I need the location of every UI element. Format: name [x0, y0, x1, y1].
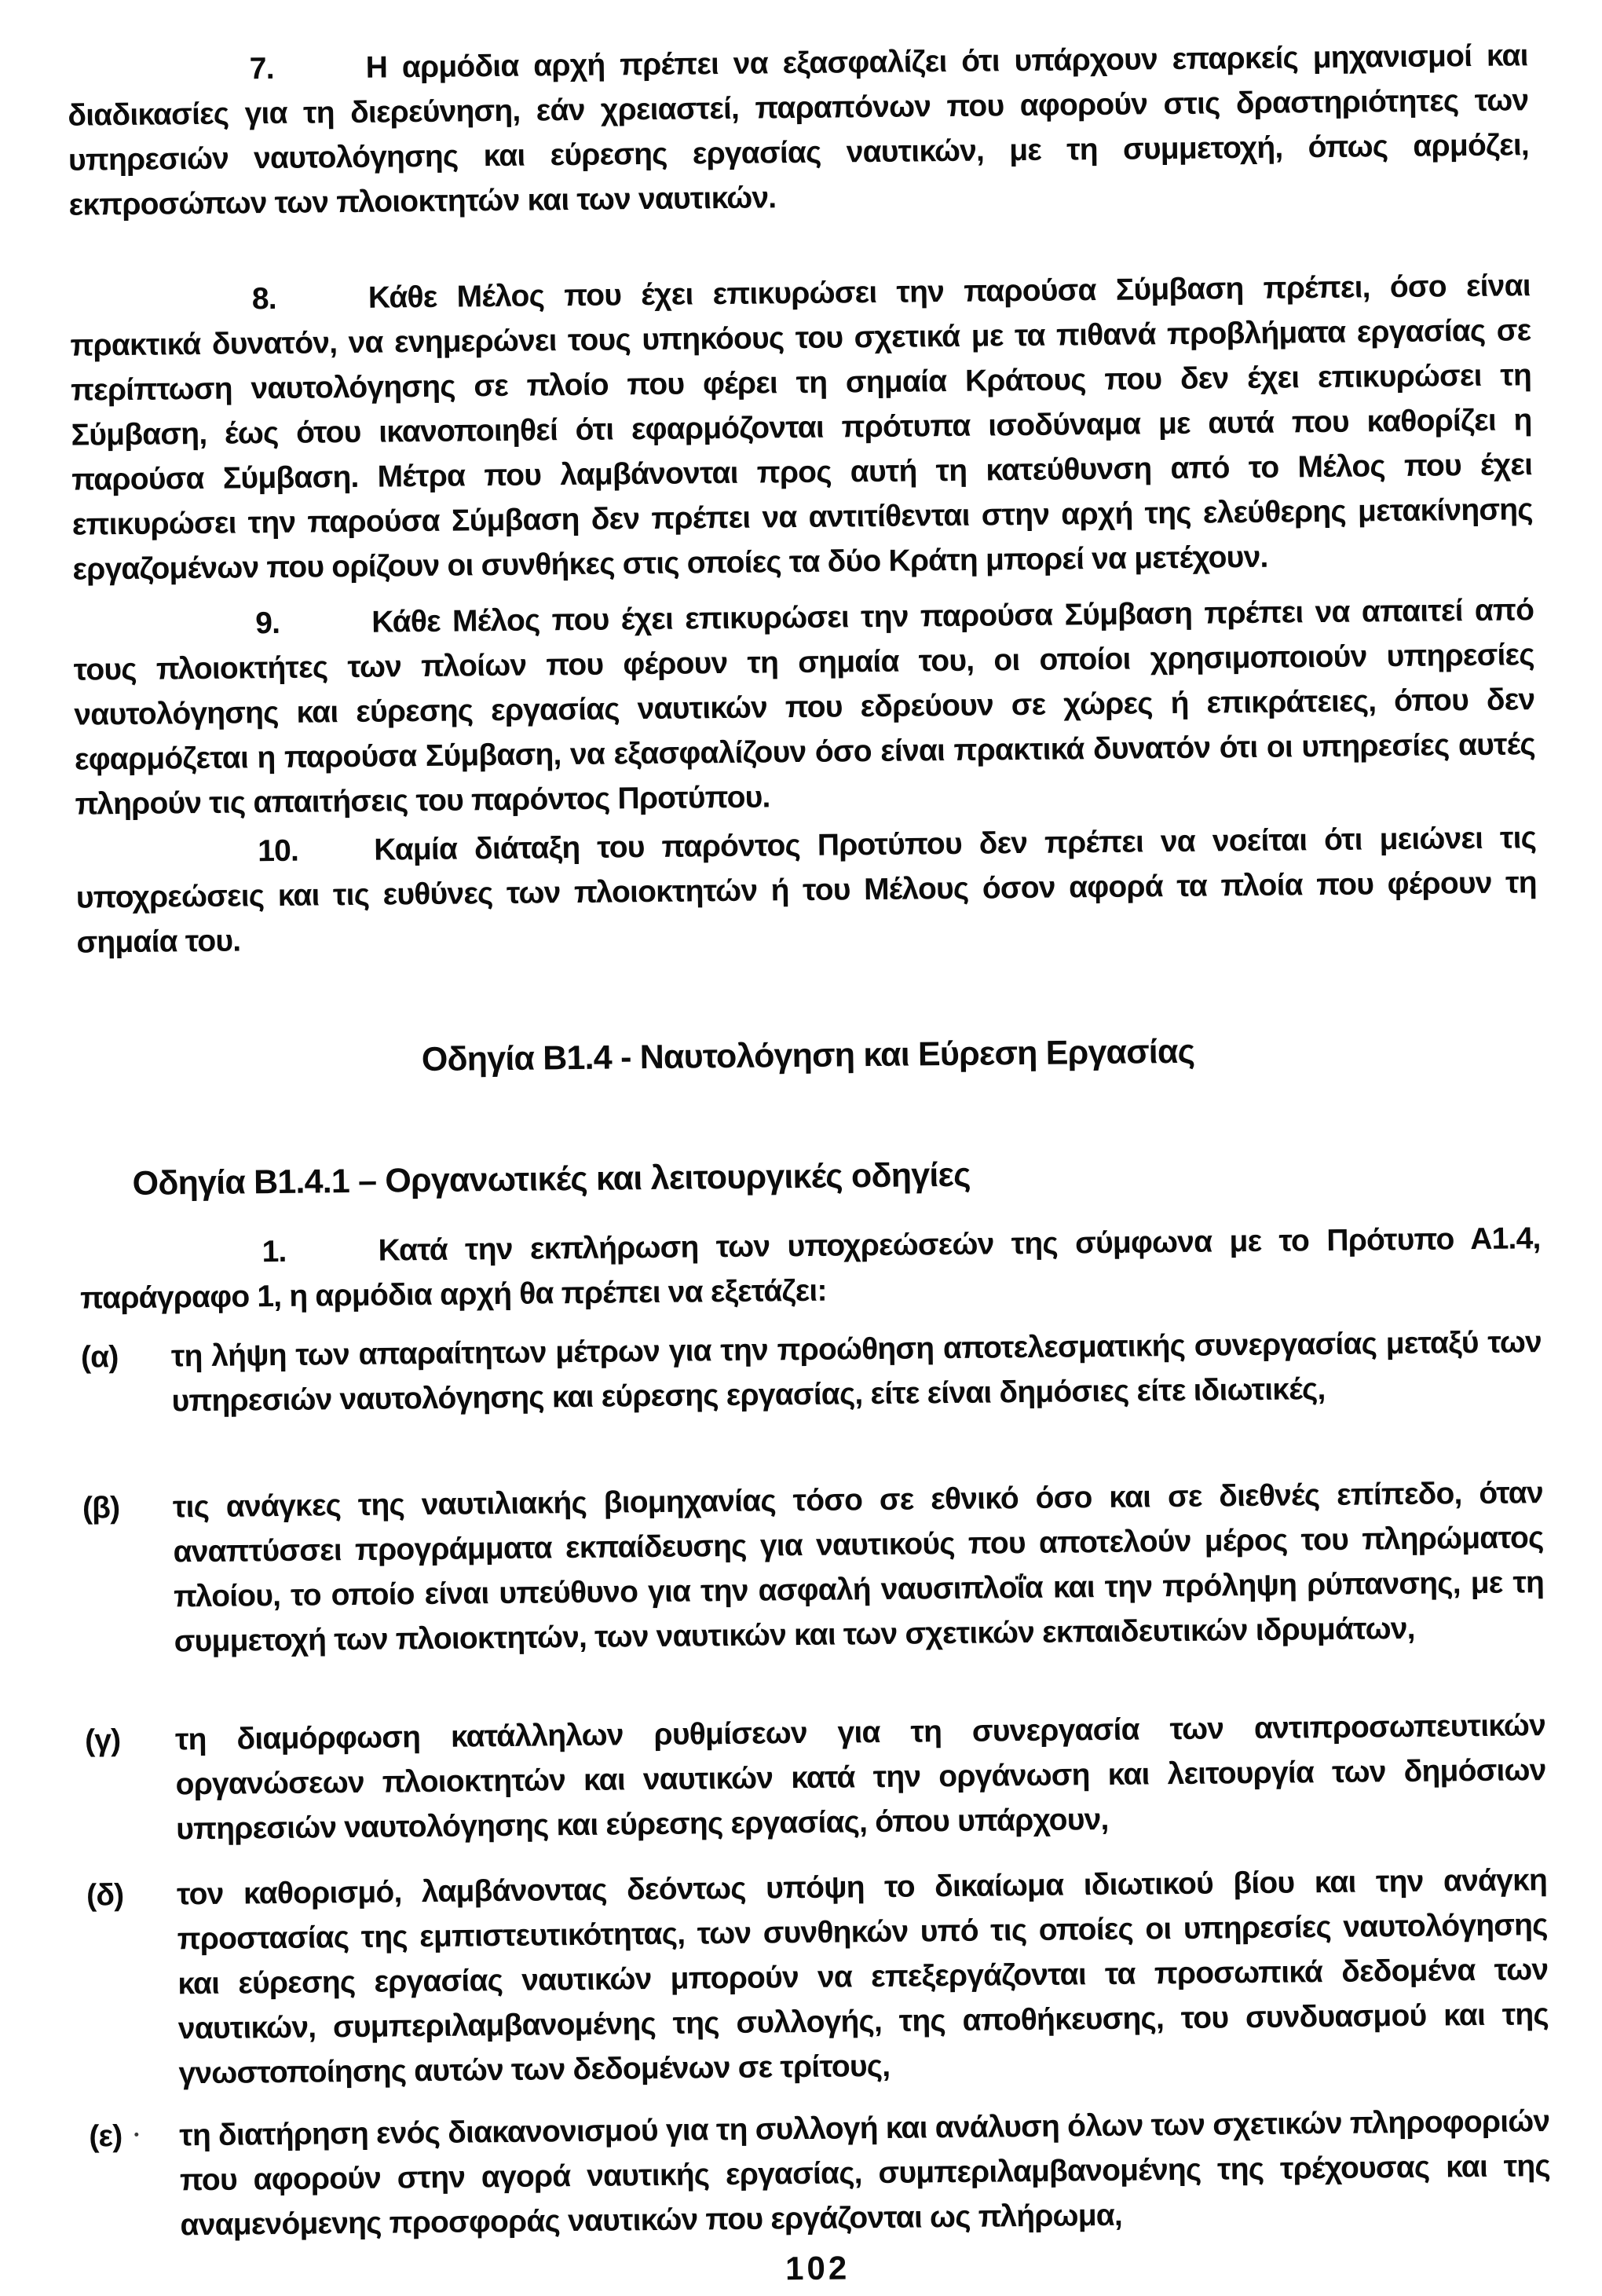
list-item-gamma	[85, 1703, 1547, 1852]
paragraph-10	[75, 815, 1538, 965]
paragraph-8-number: 8.	[251, 281, 277, 317]
paragraph-9	[73, 588, 1536, 826]
subsection-heading: Οδηγία Β1.4.1 – Οργανωτικές και λειτουργικές οδηγίες	[132, 1155, 971, 1203]
list-item-gamma-text: τη διαμόρφωση κατάλληλων ρυθμίσεων για τη συνεργασία των αντιπροσωπευτικών οργανώσεων πλοιοκτητών και ναυτικών κατά την οργάνωση και λειτουργία των δημόσιων υπηρεσιών ναυτολόγησης και εύρεσης εργασίας, όπου υπάρχουν,	[174, 1708, 1546, 1847]
list-item-delta	[86, 1858, 1549, 2096]
list-item-alpha-text: τη λήψη των απαραίτητων μέτρων για την προώθηση αποτελεσματικής συνεργασίας μεταξύ των υπηρεσιών ναυτολόγησης και εύρεσης εργασίας, είτε είναι δημόσιες είτε ιδιωτικές,	[170, 1325, 1542, 1419]
paragraph-7-text: Η αρμόδια αρχή πρέπει να εξασφαλίζει ότι υπάρχουν επαρκείς μηχανισμοί και διαδικασίες για τη διερεύνηση, εάν χρειαστεί, παραπόνων που αφορούν στις δραστηριότητες των υπηρεσιών ναυτολόγησης και εύρεσης εργασίας ναυτικών, με τη συμμετοχή, όπως αρμόζει, εκπροσώπων των πλοιοκτητών και των ναυτικών.	[68, 38, 1530, 222]
numbered-item-1-text: Κατά την εκπλήρωση των υποχρεώσεών της σύμφωνα με το Πρότυπο Α1.4, παράγραφο 1, η αρμόδια αρχή θα πρέπει να εξετάζει:	[79, 1221, 1541, 1316]
page-number: 102	[785, 2249, 850, 2287]
list-item-alpha	[81, 1320, 1542, 1424]
list-item-delta-text: τον καθορισμό, λαμβάνοντας δεόντως υπόψη το δικαίωμα ιδιωτικού βίου και την ανάγκη προστασίας της εμπιστευτικότητας, των συνθηκών υπό τις οποίες οι υπηρεσίες ναυτολόγησης και εύρεσης εργασίας ναυτικών μπορούν να επεξεργάζονται τα προσωπικά δεδομένα των ναυτικών, συμπεριλαμβανομένης της συλλογής, της αποθήκευσης, του συνδυασμού και της γνωστοποίησης αυτών των δεδομένων σε τρίτους,	[176, 1863, 1549, 2091]
paragraph-8	[70, 263, 1534, 591]
paragraph-10-number: 10.	[258, 833, 299, 869]
paragraph-9-number: 9.	[254, 606, 280, 641]
list-item-delta-label: (δ)	[86, 1878, 124, 1913]
list-item-alpha-label: (α)	[80, 1340, 119, 1375]
list-item-epsilon-text: τη διατήρηση ενός διακανονισμού για τη συλλογή και ανάλυση όλων των σχετικών πληροφοριών που αφορούν στην αγορά ναυτικής εργασίας, συμπεριλαμβανομένης της τρέχουσας και της αναμενόμενης προσφοράς ναυτικών που εργάζονται ως πλήρωμα,	[179, 2104, 1551, 2243]
paragraph-10-text: Καμία διάταξη του παρόντος Προτύπου δεν πρέπει να νοείται ότι μειώνει τις υποχρεώσεις και τις ευθύνες των πλοιοκτητών ή του Μέλους όσον αφορά τα πλοία που φέρουν τη σημαία του.	[75, 821, 1537, 960]
list-item-gamma-label: (γ)	[84, 1723, 121, 1758]
numbered-item-1	[79, 1216, 1541, 1320]
list-item-epsilon-label: (ε)	[89, 2119, 123, 2154]
paragraph-7	[68, 33, 1530, 227]
paragraph-7-number: 7.	[249, 51, 274, 86]
guideline-heading: Οδηγία Β1.4 - Ναυτολόγηση και Εύρεση Εργασίας	[421, 1032, 1195, 1079]
paragraph-8-text: Κάθε Μέλος που έχει επικυρώσει την παρούσα Σύμβαση πρέπει, όσο είναι πρακτικά δυνατόν, να ενημερώνει τους υπηκόους του σχετικά με τα πιθανά προβλήματα εργασίας σε περίπτωση ναυτολόγησης σε πλοίο που φέρει τη σημαία Κράτους που δεν έχει επικυρώσει τη Σύμβαση, έως ότου ικανοποιηθεί ότι εφαρμόζονται πρότυπα ισοδύναμα με αυτά που καθορίζει η παρούσα Σύμβαση. Μέτρα που λαμβάνονται προς αυτή τη κατεύθυνση από το Μέλος που έχει επικυρώσει την παρούσα Σύμβαση δεν πρέπει να αντιτίθενται στην αρχή της ελεύθερης μετακίνησης εργαζομένων που ορίζουν οι συνθήκες στις οποίες τα δύο Κράτη μπορεί να μετέχουν.	[70, 269, 1533, 587]
scan-speckle	[134, 2133, 138, 2137]
list-item-beta-text: τις ανάγκες της ναυτιλιακής βιομηχανίας τόσο σε εθνικό όσο και σε διεθνές επίπεδο, όταν αναπτύσσει προγράμματα εκπαίδευσης για ναυτικούς που αποτελούν μέρος του πληρώματος πλοίου, το οποίο είναι υπεύθυνο για την ασφαλή ναυσιπλοΐα και την πρόληψη ρύπανσης, με τη συμμετοχή των πλοιοκτητών, των ναυτικών και των σχετικών εκπαιδευτικών ιδρυμάτων,	[172, 1476, 1545, 1659]
list-item-beta-label: (β)	[82, 1491, 120, 1525]
numbered-item-1-number: 1.	[262, 1234, 287, 1269]
paragraph-9-text: Κάθε Μέλος που έχει επικυρώσει την παρούσα Σύμβαση πρέπει να απαιτεί από τους πλοιοκτήτες των πλοίων που φέρουν τη σημαία του, οι οποίοι χρησιμοποιούν υπηρεσίες ναυτολόγησης και εύρεσης εργασίας ναυτικών που εδρεύουν σε χώρες ή επικράτειες, όπου δεν εφαρμόζεται η παρούσα Σύμβαση, να εξασφαλίζουν όσο είναι πρακτικά δυνατόν ότι οι υπηρεσίες αυτές πληρούν τις απαιτήσεις του παρόντος Προτύπου.	[73, 593, 1536, 822]
list-item-beta	[82, 1470, 1545, 1664]
list-item-epsilon	[89, 2099, 1551, 2248]
